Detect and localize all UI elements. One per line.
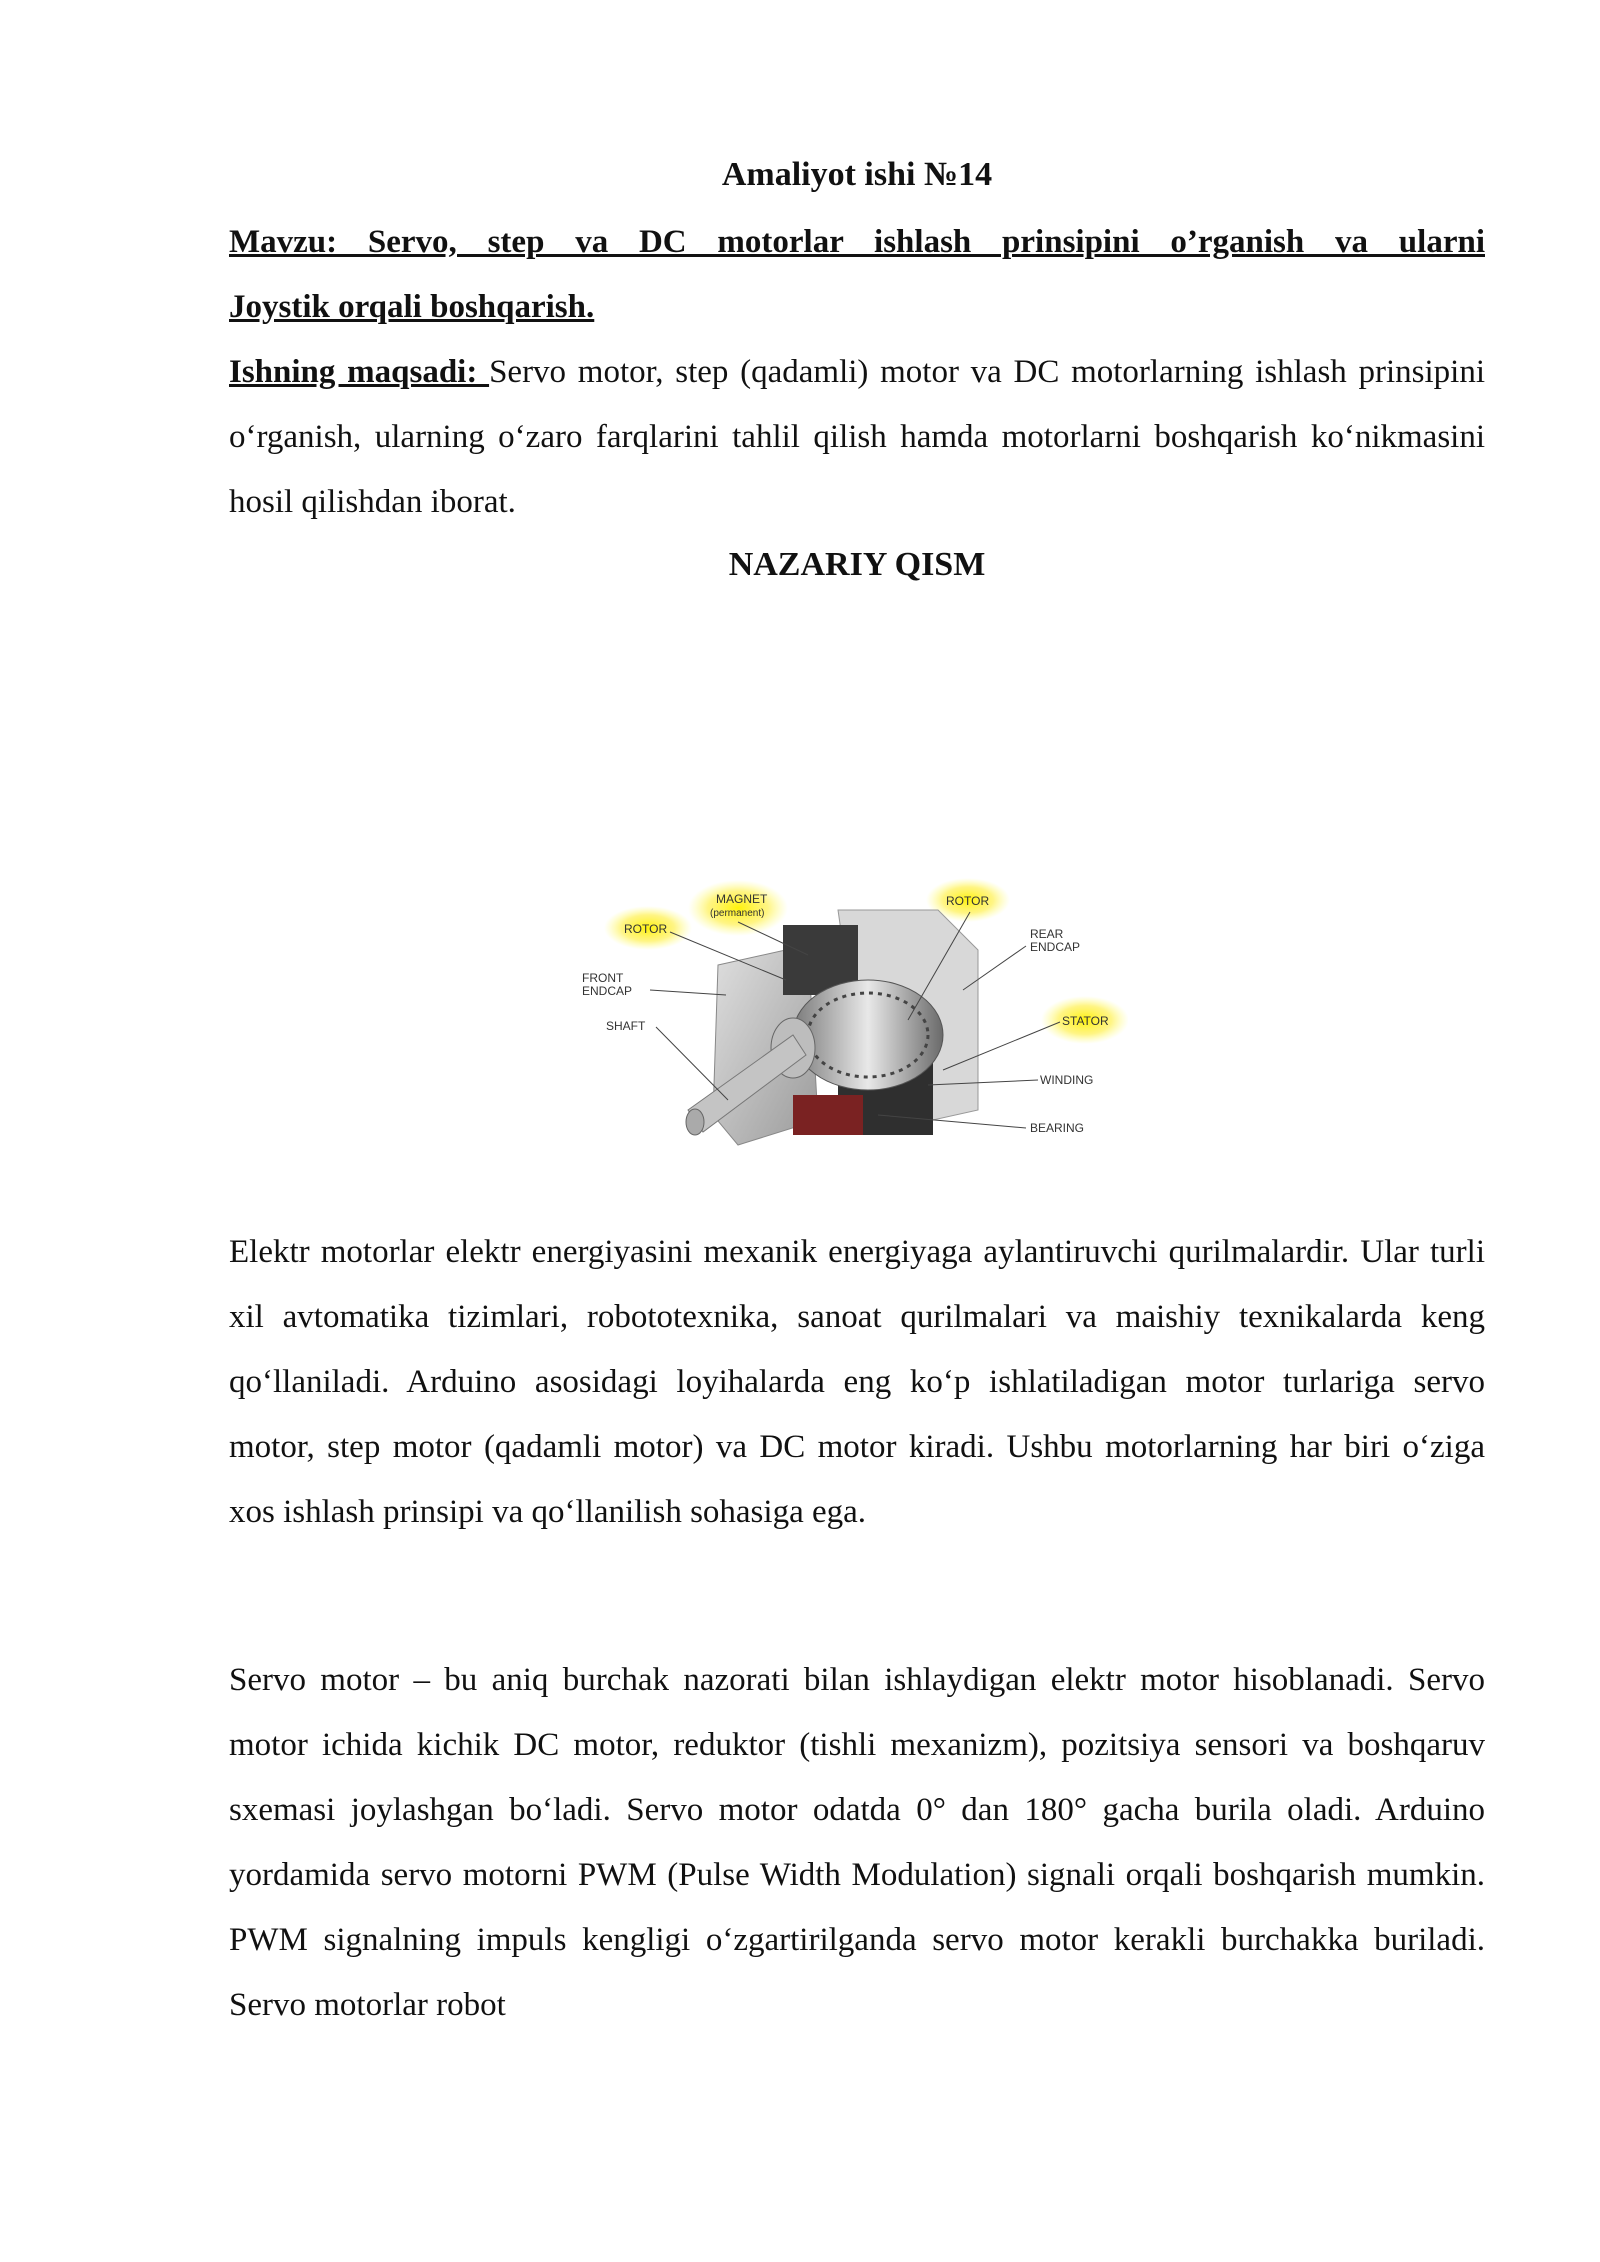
label-stator: STATOR (1062, 1014, 1109, 1028)
goal-paragraph (229, 340, 1485, 535)
topic-line-2: Joystik orqali boshqarish. (229, 289, 595, 325)
section-title: NAZARIY QISM (728, 546, 986, 583)
label-front-2: ENDCAP (582, 984, 633, 998)
label-rear-2: ENDCAP (1030, 940, 1081, 954)
label-winding: WINDING (1040, 1073, 1094, 1087)
shaft-tip (686, 1109, 704, 1135)
label-magnet-sub: (permanent) (710, 908, 765, 919)
topic-line-1: Mavzu: Servo, step va DC motorlar ishlash prinsipini o’rganish va ularni (229, 224, 1485, 260)
goal-label: Ishning maqsadi: (229, 354, 490, 390)
paragraph-intro: Elektr motorlar elektr energiyasini mexanik energiyaga aylantiruvchi qurilmalardir. Ular turli xil avtomatika tizimlari, robototexnika, sanoat qurilmalari va maishiy texnikalarda keng qo‘llaniladi. Arduino asosidagi loyihalarda eng ko‘p ishlatiladigan motor turlariga servo motor, step motor (qadamli motor) va DC motor kiradi. Ushbu motorlarning har biri o‘ziga xos ishlash prinsipi va qo‘llanilish sohasiga ega. (229, 1234, 1485, 1530)
winding-coil (793, 1095, 863, 1135)
label-rear-1: REAR (1030, 927, 1064, 941)
label-bearing: BEARING (1030, 1121, 1085, 1135)
label-rotor-left: ROTOR (624, 922, 668, 936)
goal-text: Servo motor, step (qadamli) motor va DC motorlarning ishlash prinsipini o‘rganish, ularning o‘zaro farqlarini tahlil qilish hamda motorlarni boshqarish ko‘nikmasini hosil qilishdan iborat. (229, 354, 1486, 520)
paragraph-servo: Servo motor – bu aniq burchak nazorati bilan ishlaydigan elektr motor hisoblanadi. Servo motor ichida kichik DC motor, reduktor (tishli mexanizm), pozitsiya sensori va boshqaruv sxemasi joylashgan bo‘ladi. Servo motor odatda 0° dan 180° gacha burila oladi. Arduino yordamida servo motorni PWM (Pulse Width Modulation) signali orqali boshqarish mumkin. PWM signalning impuls kengligi o‘zgartirilganda servo motor kerakli burchakka buriladi. Servo motorlar robot (229, 1662, 1485, 2023)
label-shaft: SHAFT (606, 1019, 646, 1033)
document-title: Amaliyot ishi №14 (721, 156, 993, 193)
label-magnet: MAGNET (716, 892, 768, 906)
stepper-motor-diagram (568, 870, 1128, 1180)
label-front-1: FRONT (582, 971, 624, 985)
rotor-cylinder (793, 980, 943, 1090)
label-rotor-right: ROTOR (946, 894, 990, 908)
